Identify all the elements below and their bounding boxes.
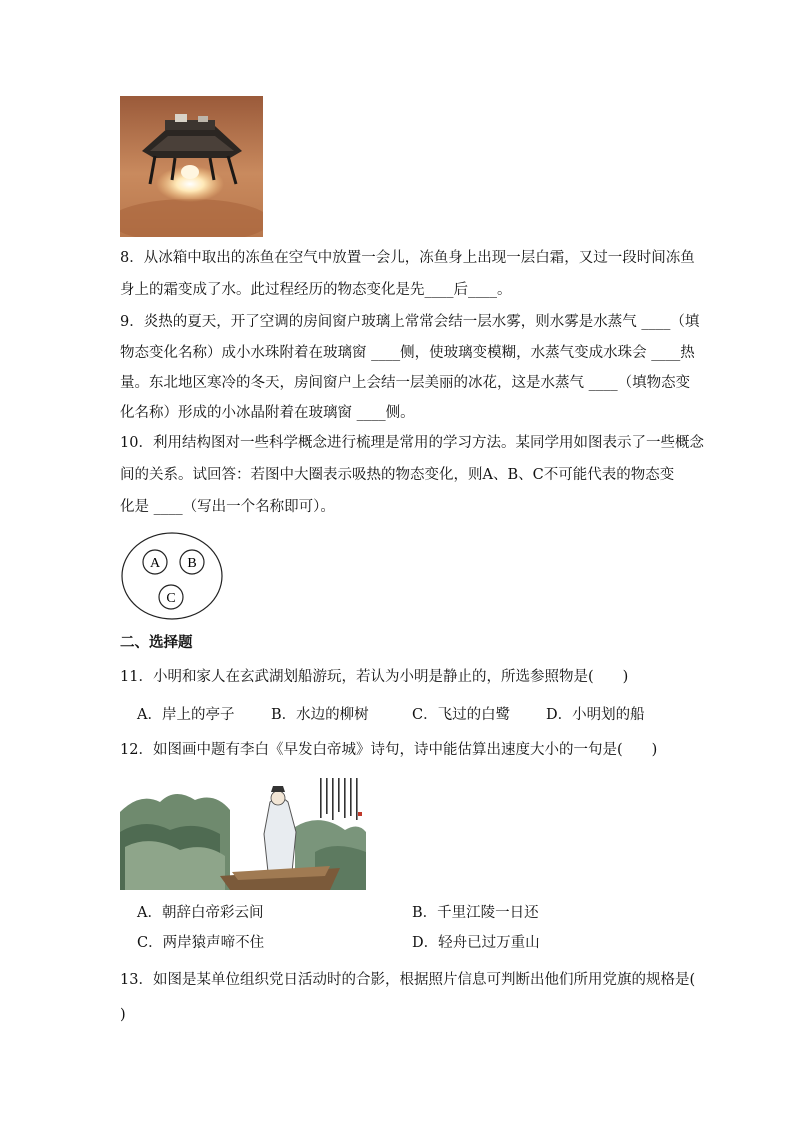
lander-photo <box>120 96 263 237</box>
q10-line2: 间的关系。试回答：若图中大圈表示吸热的物态变化，则A、B、C不可能代表的物态变 <box>120 467 675 483</box>
q9-line3: 量。东北地区寒冷的冬天，房间窗户上会结一层美丽的冰花，这是水蒸气 ____（填物态变 <box>120 375 691 391</box>
q11-option-a[interactable]: A．岸上的亭子 <box>137 707 235 723</box>
q12-option-a[interactable]: A．朝辞白帝彩云间 <box>137 905 264 921</box>
poem-painting <box>120 772 366 890</box>
q11-option-c[interactable]: C．飞过的白鹭 <box>412 707 511 723</box>
concept-diagram <box>118 530 228 622</box>
label-b: B <box>187 556 197 571</box>
q8-line2: 身上的霜变成了水。此过程经历的物态变化是先____后____。 <box>120 282 512 298</box>
q9-line4: 化名称）形成的小冰晶附着在玻璃窗 ____侧。 <box>120 405 415 421</box>
q11-stem: 11．小明和家人在玄武湖划船游玩，若认为小明是静止的，所选参照物是( ) <box>120 669 629 685</box>
outer-circle <box>122 533 222 619</box>
q9-line1: 9．炎热的夏天，开了空调的房间窗户玻璃上常常会结一层水雾，则水雾是水蒸气 ____（填 <box>120 314 700 330</box>
q13-line2: ) <box>120 1007 126 1023</box>
q10-line1: 10．利用结构图对一些科学概念进行梳理是常用的学习方法。某同学用如图表示了一些概念 <box>120 435 704 451</box>
q9-line2: 物态变化名称）成小水珠附着在玻璃窗 ____侧，使玻璃变模糊，水蒸气变成水珠会 ____热 <box>120 345 695 361</box>
label-c: C <box>166 591 176 606</box>
q13-line1: 13．如图是某单位组织党日活动时的合影，根据照片信息可判断出他们所用党旗的规格是( <box>120 972 696 988</box>
q8-line1: 8．从冰箱中取出的冻鱼在空气中放置一会儿，冻鱼身上出现一层白霜，又过一段时间冻鱼 <box>120 250 695 266</box>
q12-stem: 12．如图画中题有李白《早发白帝城》诗句，诗中能估算出速度大小的一句是( ) <box>120 742 658 758</box>
section-title: 二、选择题 <box>120 635 193 651</box>
q12-option-c[interactable]: C．两岸猿声啼不住 <box>137 935 265 951</box>
q11-option-b[interactable]: B．水边的柳树 <box>271 707 369 723</box>
q11-option-d[interactable]: D．小明划的船 <box>546 707 645 723</box>
q10-line3: 化是 ____（写出一个名称即可）。 <box>120 499 335 515</box>
label-a: A <box>149 556 161 571</box>
q12-option-d[interactable]: D．轻舟已过万重山 <box>412 935 540 951</box>
q12-option-b[interactable]: B．千里江陵一日还 <box>412 905 539 921</box>
